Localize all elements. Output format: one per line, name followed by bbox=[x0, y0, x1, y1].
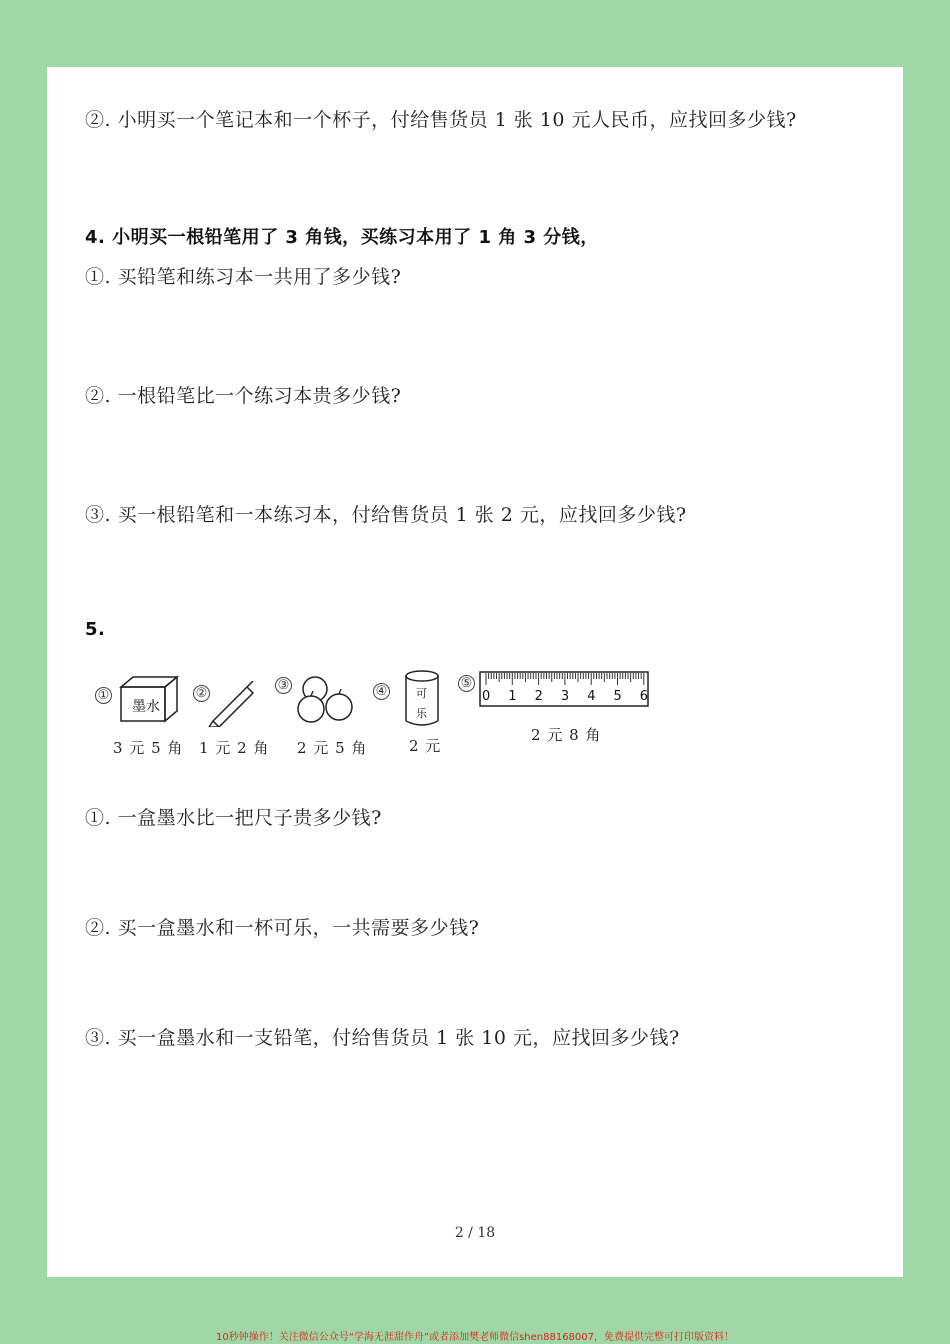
pencil-icon bbox=[207, 681, 259, 727]
q4-title: 4. 小明买一根铅笔用了 3 角钱，买练习本用了 1 角 3 分钱， bbox=[85, 227, 599, 248]
item-price: 2 元 5 角 bbox=[297, 739, 368, 757]
q5-part1-text: ①. 一盒墨水比一把尺子贵多少钱? bbox=[85, 807, 382, 829]
item-marker: ③ bbox=[275, 677, 292, 694]
page-number: 2 / 18 bbox=[454, 1225, 496, 1241]
item-price: 2 元 8 角 bbox=[531, 726, 602, 744]
item-price: 2 元 bbox=[409, 737, 442, 755]
q4-part3-text: ③. 买一根铅笔和一本练习本，付给售货员 1 张 2 元，应找回多少钱? bbox=[85, 504, 687, 526]
worksheet-page bbox=[47, 67, 903, 1277]
ruler-number: 4 bbox=[587, 689, 596, 704]
item-marker: ① bbox=[95, 687, 112, 704]
cola-label-top: 可 bbox=[416, 687, 427, 700]
item-price: 3 元 5 角 bbox=[113, 739, 184, 757]
ruler-number: 1 bbox=[508, 689, 517, 704]
item-marker: ② bbox=[193, 685, 210, 702]
item-price: 1 元 2 角 bbox=[199, 739, 270, 757]
q5-title: 5. bbox=[85, 619, 106, 640]
ruler-number: 2 bbox=[534, 689, 543, 704]
ruler-number: 5 bbox=[613, 689, 622, 704]
ruler-icon bbox=[479, 671, 651, 709]
cola-label-bottom: 乐 bbox=[416, 707, 427, 720]
ruler-number: 0 bbox=[482, 689, 491, 704]
q4-part2-text: ②. 一根铅笔比一个练习本贵多少钱? bbox=[85, 385, 402, 407]
q5-part3-text: ③. 买一盒墨水和一支铅笔，付给售货员 1 张 10 元，应找回多少钱? bbox=[85, 1027, 680, 1049]
q4-part1-text: ①. 买铅笔和练习本一共用了多少钱? bbox=[85, 266, 402, 288]
q5-part2-text: ②. 买一盒墨水和一杯可乐，一共需要多少钱? bbox=[85, 917, 480, 939]
ink-box-label: 墨水 bbox=[132, 699, 160, 715]
item-marker: ⑤ bbox=[458, 675, 475, 692]
ruler-number: 3 bbox=[560, 689, 570, 704]
q3-part2-text: ②. 小明买一个笔记本和一个杯子，付给售货员 1 张 10 元人民币，应找回多少钱? bbox=[85, 109, 797, 131]
apples-icon bbox=[295, 673, 359, 727]
item-marker: ④ bbox=[373, 683, 390, 700]
price-items-row bbox=[47, 667, 903, 767]
promo-note: 10秒钟操作！关注微信公众号“学海无涯甜作舟”或者添加樊老师微信shen88168007，免费提供完整可打印版资料！ bbox=[215, 1332, 735, 1343]
ruler-number: 6 bbox=[639, 689, 649, 704]
